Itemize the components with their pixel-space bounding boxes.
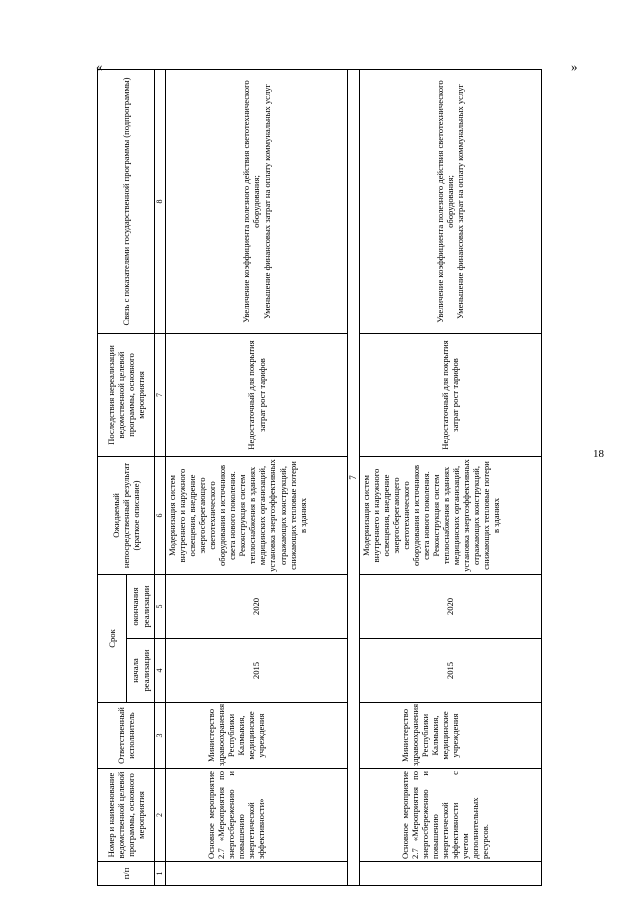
column-number: 8 <box>155 69 166 333</box>
link-cell <box>166 69 348 333</box>
separator-label: 7 <box>348 69 360 885</box>
separator-row <box>348 69 360 885</box>
column-number: 7 <box>155 333 166 456</box>
link-costs-text: Уменьшение финансовых затрат на оплату коммунальных услуг <box>455 83 466 320</box>
start-year-cell: 2015 <box>166 639 348 703</box>
header-consequences: Последствия нереализации ведомственной целевой программы, основного мероприятия <box>98 333 155 456</box>
column-number: 6 <box>155 456 166 574</box>
header-term: Срок <box>98 574 127 702</box>
page-number: 18 <box>593 448 604 460</box>
result-lighting-text: Модернизация систем внутреннего и наружного освещения, внедрение энергосберегающего светотехнического оборудования и источников света нового поколения. <box>360 464 431 567</box>
end-year-cell: 2020 <box>359 574 541 638</box>
executor-cell: Министерство здравоохранения Республики Калмыкия, медицинские учреждения <box>359 703 541 769</box>
table-row <box>359 69 541 885</box>
header-term-end: окончания реализации <box>127 574 155 638</box>
column-number: 1 <box>155 862 166 886</box>
result-heating-text: Реконструкция систем теплоснабжения в зданиях медицинских организаций, установка энергоэффективных отражающих конструкций, снижающих тепловые потери в зданиях <box>237 459 308 572</box>
row-num-cell <box>359 862 541 886</box>
header-num: п/п <box>98 862 155 886</box>
link-costs-text: Уменьшение финансовых затрат на оплату коммунальных услуг <box>261 83 272 320</box>
consequences-cell: Недостаточный для покрытия затрат рост тарифов <box>166 333 348 456</box>
executor-cell: Министерство здравоохранения Республики Калмыкия, медицинские учреждения <box>166 703 348 769</box>
table-rotation-frame <box>97 70 502 886</box>
program-activities-table <box>97 69 542 886</box>
row-num-cell <box>166 862 348 886</box>
result-cell <box>166 456 348 574</box>
header-executor: Ответственный исполнитель <box>98 703 155 769</box>
result-cell <box>359 456 541 574</box>
header-row <box>98 69 127 885</box>
column-number: 3 <box>155 703 166 769</box>
header-term-start: начала реализации <box>127 639 155 703</box>
column-number: 5 <box>155 574 166 638</box>
link-efficiency-text: Увеличение коэффициента полезного действия светотехнического оборудования; <box>241 80 262 323</box>
column-number-row <box>155 69 166 885</box>
open-quote-mark: « <box>96 59 103 74</box>
start-year-cell: 2015 <box>359 639 541 703</box>
activity-name-cell: Основное мероприятие 2.7 «Мероприятия по энергосбережению и повышению энергетической эффективности» <box>166 769 348 862</box>
table-row <box>166 69 348 885</box>
column-number: 4 <box>155 639 166 703</box>
column-number: 2 <box>155 769 166 862</box>
header-result: Ожидаемый непосредственный результат (краткое описание) <box>98 456 155 574</box>
header-link: Связь с показателями государственной программы (подпрограммы) <box>98 69 155 333</box>
header-name: Номер и наименование ведомственной целевой программы, основного мероприятия <box>98 769 155 862</box>
close-quote-mark: » <box>571 59 578 74</box>
rotated-table-sheet <box>97 70 502 886</box>
link-efficiency-text: Увеличение коэффициента полезного действия светотехнического оборудования; <box>434 80 455 323</box>
link-cell <box>359 69 541 333</box>
result-heating-text: Реконструкция систем теплоснабжения в зданиях медицинских организаций, установка энергоэффективных отражающих конструкций, снижающих тепловые потери в зданиях <box>430 459 502 572</box>
result-lighting-text: Модернизация систем внутреннего и наружного освещения, внедрение энергосберегающего светотехнического оборудования и источников света нового поколения. <box>167 464 238 567</box>
end-year-cell: 2020 <box>166 574 348 638</box>
activity-name-cell: Основное мероприятие 2.7 «Мероприятия по энергосбережению и повышению энергетической эффективности с учетом дополнительных ресурсов. <box>359 769 541 862</box>
consequences-cell: Недостаточный для покрытия затрат рост тарифов <box>359 333 541 456</box>
